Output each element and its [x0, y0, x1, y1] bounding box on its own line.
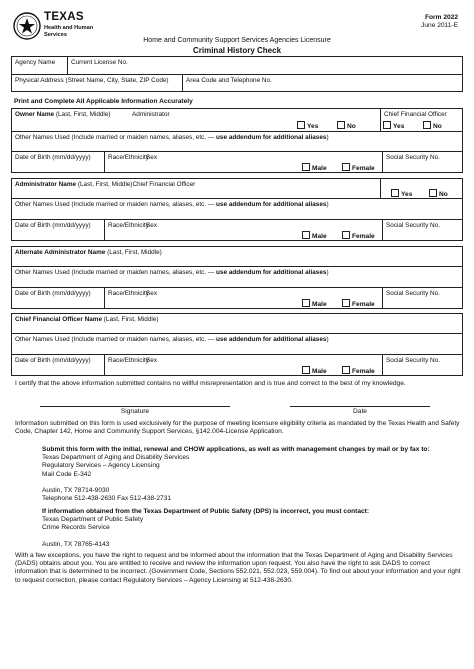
- cfo-ssn-field[interactable]: [382, 355, 464, 376]
- submission-line-1: Texas Department of Aging and Disability Services: [42, 454, 190, 462]
- agency-subname-2: Services: [44, 31, 68, 38]
- race-label: Race/Ethnicity: [108, 154, 149, 161]
- owner-admin-no-checkbox[interactable]: [337, 121, 356, 130]
- administrator-name-hint: (Last, First, Middle): [76, 181, 133, 188]
- sex-label: Sex: [146, 222, 158, 229]
- owner-name-field[interactable]: [12, 109, 132, 131]
- dob-label: Date of Birth (mm/dd/yyyy): [15, 154, 91, 161]
- agency-logo: [13, 10, 113, 50]
- owner-cfo-yes-checkbox[interactable]: [383, 121, 404, 130]
- female-label: Female: [352, 165, 375, 172]
- alternate-female-checkbox[interactable]: [342, 299, 375, 308]
- female-label: Female: [352, 233, 375, 240]
- yes-label: Yes: [393, 123, 405, 130]
- form-date: June 2011-E: [421, 22, 458, 29]
- submission-line-3: Mail Code E-342: [42, 470, 92, 478]
- administrator-name-label: Administrator Name: [15, 181, 77, 188]
- certification-statement: I certify that the above information submitted contains no willful misrepresentation and is true and correct to the best of my knowledge.: [15, 380, 406, 387]
- other-names-label: Other Names Used (Include married or maiden names, aliases, etc. —: [15, 201, 217, 208]
- instructions-text: Print and Complete All Applicable Information Accurately: [14, 98, 193, 105]
- form-subtitle: Home and Community Support Services Agencies Licensure: [143, 37, 331, 44]
- agency-subname-1: Health and Human: [44, 25, 94, 31]
- alternate-name-hint: (Last, First, Middle): [105, 249, 162, 256]
- alternate-administrator-section: [11, 246, 463, 309]
- race-label: Race/Ethnicity: [108, 290, 149, 297]
- sex-label: Sex: [146, 357, 158, 364]
- administrator-other-names-field[interactable]: [12, 199, 462, 220]
- alternate-other-names-field[interactable]: [12, 267, 462, 288]
- dps-line-1: Texas Department of Public Safety: [42, 516, 144, 524]
- cfo-dob-field[interactable]: [12, 355, 104, 376]
- alternate-ssn-field[interactable]: [382, 288, 464, 309]
- physical-address-field[interactable]: [12, 75, 182, 92]
- owner-female-checkbox[interactable]: [342, 163, 375, 172]
- owner-section: [11, 108, 463, 173]
- date-line[interactable]: [290, 406, 430, 407]
- owner-other-names-field[interactable]: [12, 132, 462, 152]
- yes-label: Yes: [401, 191, 413, 198]
- owner-name-hint: (Last, First, Middle): [54, 111, 111, 118]
- owner-administrator-label: Administrator: [132, 111, 170, 118]
- agency-phone-label: Area Code and Telephone No.: [186, 77, 272, 84]
- cfo-female-checkbox[interactable]: [342, 366, 375, 375]
- agency-name-text: TEXAS: [44, 11, 84, 23]
- owner-admin-yes-checkbox[interactable]: [297, 121, 318, 130]
- cfo-race-field[interactable]: [104, 355, 149, 376]
- ssn-label: Social Security No.: [386, 357, 440, 364]
- administrator-cfo-field: [380, 179, 464, 198]
- female-label: Female: [352, 368, 375, 375]
- owner-male-checkbox[interactable]: [302, 163, 327, 172]
- dob-label: Date of Birth (mm/dd/yyyy): [15, 357, 91, 364]
- paren-close: ): [326, 134, 329, 141]
- form-identifier: [421, 14, 458, 30]
- cfo-name-field[interactable]: [12, 314, 462, 334]
- no-label: No: [347, 123, 356, 130]
- addendum-note: use addendum for additional aliases: [216, 269, 327, 276]
- dps-block: [42, 508, 462, 549]
- form-number: Form 2022: [425, 14, 458, 21]
- alternate-sex-field: [146, 288, 382, 309]
- alternate-male-checkbox[interactable]: [302, 299, 327, 308]
- administrator-cfo-label: Chief Financial Officer: [132, 181, 196, 188]
- owner-cfo-field: [380, 109, 464, 131]
- administrator-sex-field: [146, 220, 382, 241]
- other-names-label: Other Names Used (Include married or maiden names, aliases, etc. —: [15, 134, 217, 141]
- dob-label: Date of Birth (mm/dd/yyyy): [15, 290, 91, 297]
- dps-line-3: Austin, TX 78765-4143: [42, 540, 110, 548]
- paren-close: ): [326, 269, 329, 276]
- administrator-cfo-yes-checkbox[interactable]: [391, 189, 412, 198]
- paren-close: ): [326, 336, 329, 343]
- administrator-cfo-no-checkbox[interactable]: [429, 189, 448, 198]
- owner-admin-field: [132, 109, 376, 131]
- information-usage-paragraph: Information submitted on this form is used exclusively for the purpose of meeting licensure eligibility criteria as mandated by the Texas Health and Safety Code, Chapter 142, Home and Community Support Services, §142.004-License Application.: [15, 420, 460, 436]
- alternate-race-field[interactable]: [104, 288, 149, 309]
- cfo-name-label: Chief Financial Officer Name: [15, 316, 103, 323]
- agency-info-table: [11, 56, 463, 92]
- alternate-dob-field[interactable]: [12, 288, 104, 309]
- license-number-field[interactable]: [67, 57, 447, 74]
- license-number-label: Current License No.: [71, 59, 128, 66]
- submission-heading: Submit this form with the initial, renewal and CHOW applications, as well as with management changes by mail or by fax to:: [42, 446, 430, 453]
- administrator-female-checkbox[interactable]: [342, 231, 375, 240]
- ssn-label: Social Security No.: [386, 222, 440, 229]
- owner-cfo-no-checkbox[interactable]: [423, 121, 442, 130]
- dob-label: Date of Birth (mm/dd/yyyy): [15, 222, 91, 229]
- addendum-note: use addendum for additional aliases: [216, 336, 327, 343]
- dps-line-2: Crime Records Service: [42, 524, 110, 532]
- no-label: No: [433, 123, 442, 130]
- signature-line[interactable]: [40, 406, 230, 407]
- administrator-male-checkbox[interactable]: [302, 231, 327, 240]
- race-label: Race/Ethnicity: [108, 222, 149, 229]
- owner-sex-field: [146, 152, 382, 173]
- submission-block: [42, 446, 462, 503]
- male-label: Male: [312, 233, 327, 240]
- owner-cfo-label: Chief Financial Officer: [384, 111, 447, 118]
- male-label: Male: [312, 165, 327, 172]
- paren-close: ): [326, 201, 329, 208]
- cfo-male-checkbox[interactable]: [302, 366, 327, 375]
- administrator-dob-field[interactable]: [12, 220, 104, 241]
- agency-phone-field[interactable]: [182, 75, 464, 92]
- ssn-label: Social Security No.: [386, 290, 440, 297]
- physical-address-label: Physical Address (Street Name, City, State, ZIP Code): [15, 77, 169, 84]
- ssn-label: Social Security No.: [386, 154, 440, 161]
- signature-label: Signature: [120, 408, 150, 415]
- administrator-ssn-field[interactable]: [382, 220, 464, 241]
- race-label: Race/Ethnicity: [108, 357, 149, 364]
- male-label: Male: [312, 301, 327, 308]
- alternate-name-field[interactable]: [12, 247, 462, 267]
- submission-line-5: Telephone 512-438-2630 Fax 512-438-2731: [42, 495, 172, 503]
- owner-name-label: Owner Name: [15, 111, 55, 118]
- cfo-sex-field: [146, 355, 382, 376]
- submission-line-2: Regulatory Services – Agency Licensing: [42, 462, 160, 470]
- sex-label: Sex: [146, 290, 158, 297]
- yes-label: Yes: [307, 123, 319, 130]
- dps-heading: If information obtained from the Texas Department of Public Safety (DPS) is incorrect, you must contact:: [42, 508, 370, 515]
- form-title: Criminal History Check: [192, 46, 282, 55]
- date-label: Date: [353, 408, 367, 415]
- cfo-other-names-field[interactable]: [12, 334, 462, 355]
- other-names-label: Other Names Used (Include married or maiden names, aliases, etc. —: [15, 336, 217, 343]
- owner-race-field[interactable]: [104, 152, 149, 173]
- administrator-name-field[interactable]: [12, 179, 380, 198]
- addendum-note: use addendum for additional aliases: [216, 201, 327, 208]
- administrator-section: [11, 178, 463, 241]
- administrator-race-field[interactable]: [104, 220, 149, 241]
- alternate-name-label: Alternate Administrator Name: [15, 249, 106, 256]
- owner-ssn-field[interactable]: [382, 152, 464, 173]
- owner-dob-field[interactable]: [12, 152, 104, 173]
- submission-line-4: Austin, TX 78714-9030: [42, 486, 110, 494]
- male-label: Male: [312, 368, 327, 375]
- agency-name-label: Agency Name: [15, 59, 56, 66]
- sex-label: Sex: [146, 154, 158, 161]
- no-label: No: [439, 191, 448, 198]
- other-names-label: Other Names Used (Include married or maiden names, aliases, etc. —: [15, 269, 217, 276]
- texas-seal-icon: [13, 12, 41, 40]
- privacy-notice: With a few exceptions, you have the right to request and be informed about the information that the Texas Department of Aging and Disability Services (DADS) obtains about you. You are entitled to receive and review the information upon request. You also have the right to ask DADS to correct information that is determined to be incorrect. (Government Code, Sections 552.021, 552.023, 559.004). To find out about your information and your right to request correction, please contact Regulatory Services – Agency Licensing at 512-438-2630.: [15, 552, 461, 584]
- addendum-note: use addendum for additional aliases: [216, 134, 327, 141]
- cfo-section: [11, 313, 463, 376]
- female-label: Female: [352, 301, 375, 308]
- cfo-name-hint: (Last, First, Middle): [102, 316, 159, 323]
